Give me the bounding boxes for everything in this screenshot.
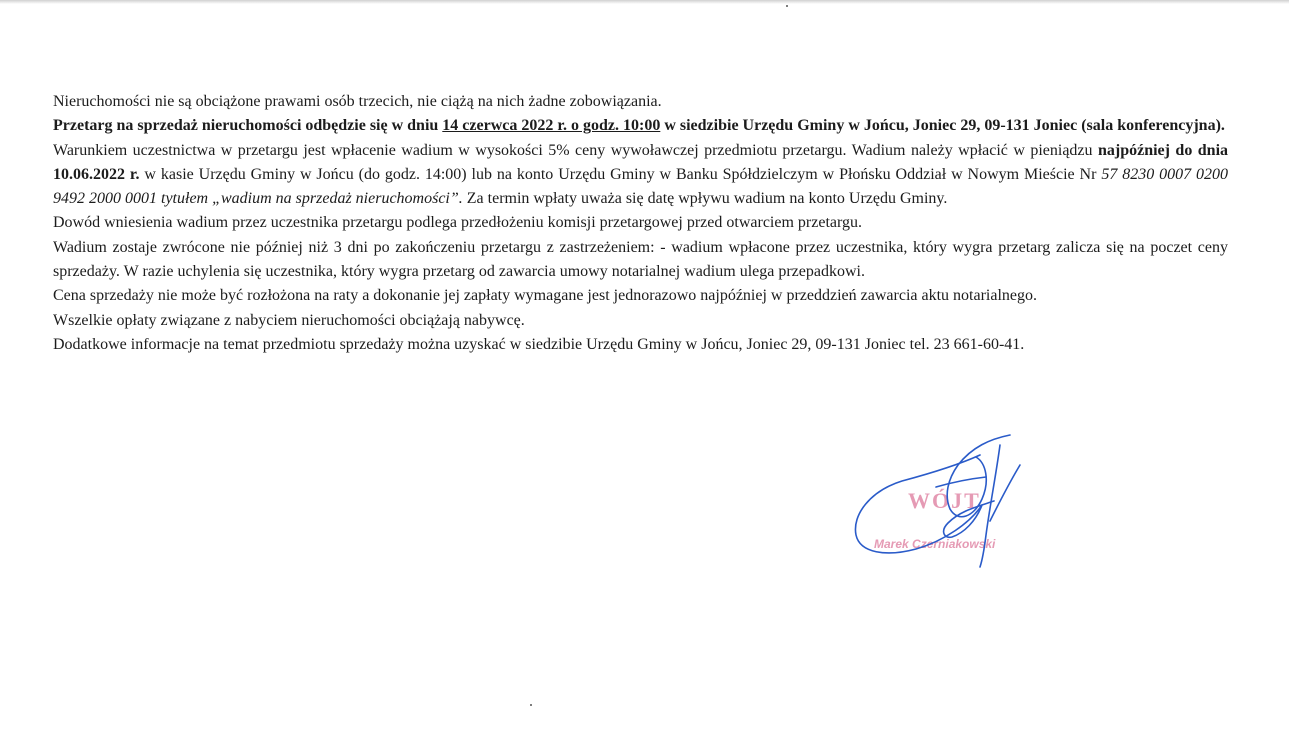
signature-stamp [840, 425, 1060, 575]
scan-speck [786, 5, 788, 7]
document-body [53, 90, 1228, 357]
deposit-deadline: najpóźniej do dnia 10.06.2022 r. [53, 141, 1229, 183]
scan-speck [530, 704, 532, 706]
stamp-name: Marek Czerniakowski [874, 537, 996, 551]
paragraph-deposit-return: Wadium zostaje zwrócone nie później niż 3 dni po zakończeniu przetargu z zastrzeżeniem: - wadium wpłacone przez uczestnika, który wygra przetarg zalicza się na poczet ceny sprzedaży. W razie uchylenia się uczestnika, który wygra przetarg od zawarcia umowy notarialnej wadium ulega przepadkowi. [53, 238, 1228, 281]
paragraph-deposit: Warunkiem uczestnictwa w przetargu jest wpłacenie wadium w wysokości 5% ceny wywoławczej przedmiotu przetargu. Wadium należy wpłacić w pieniądzu najpóźniej do dnia 10.06.2022 r. w kasie Urzędu Gminy w Jońcu (do godz. 14:00) lub na konto Urzędu Gminy w Banku Spółdzielczym w Płońsku Oddział w Nowym Mieście Nr 57 8230 0007 0200 9492 2000 0001 tytułem „wadium na sprzedaż nieruchomości”. Za termin wpłaty uważa się datę wpływu wadium na konto Urzędu Gminy. [53, 141, 1229, 208]
scan-top-edge [0, 0, 1289, 4]
paragraph-fees: Wszelkie opłaty związane z nabyciem nieruchomości obciążają nabywcę. [53, 311, 525, 329]
bank-account-number: 57 8230 0007 0200 9492 2000 0001 tytułem „wadium na sprzedaż nieruchomości”. [53, 165, 1228, 208]
auction-date: 14 czerwca 2022 r. o godz. 10:00 [442, 117, 661, 135]
paragraph-auction-date: Przetarg na sprzedaż nieruchomości odbędzie się w dniu 14 czerwca 2022 r. o godz. 10:00 w siedzibie Urzędu Gminy w Jońcu, Joniec 29, 09-131 Joniec (sala konferencyjna). [53, 117, 1225, 135]
stamp-title: WÓJT [908, 488, 981, 513]
paragraph-encumbrances: Nieruchomości nie są obciążone prawami osób trzecich, nie ciążą na nich żadne zobowiązania. [53, 93, 662, 110]
paragraph-deposit-proof: Dowód wniesienia wadium przez uczestnika przetargu podlega przedłożeniu komisji przetargowej przed otwarciem przetargu. [53, 214, 863, 232]
paragraph-contact: Dodatkowe informacje na temat przedmiotu sprzedaży można uzyskać w siedzibie Urzędu Gminy w Jońcu, Joniec 29, 09-131 Joniec tel. 23 661-60-41. [53, 335, 1025, 353]
paragraph-payment: Cena sprzedaży nie może być rozłożona na raty a dokonanie jej zapłaty wymagane jest jednorazowo najpóźniej w przeddzień zawarcia aktu notarialnego. [53, 287, 1038, 305]
